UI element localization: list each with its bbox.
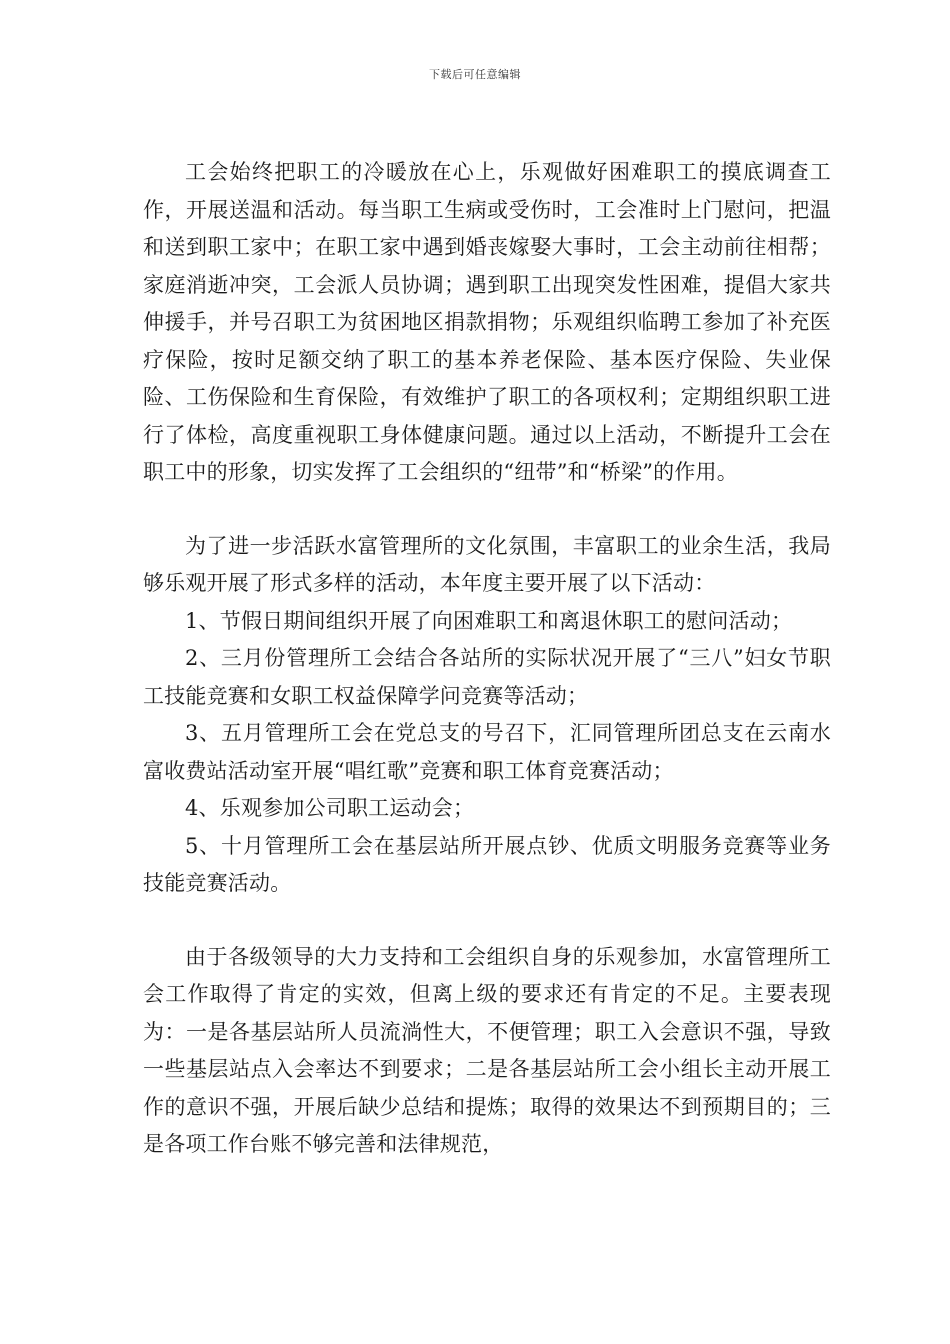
paragraph-spacer bbox=[143, 492, 831, 528]
list-item-activity-5: 5、十月管理所工会在基层站所开展点钞、优质文明服务竞赛等业务技能竞赛活动。 bbox=[143, 833, 831, 895]
list-item-activity-2: 2、三月份管理所工会结合各站所的实际状况开展了“三八”妇女节职工技能竞赛和女职工权益保障学问竞赛等活动； bbox=[143, 646, 831, 708]
paragraph-worker-care: 工会始终把职工的冷暖放在心上，乐观做好困难职工的摸底调查工作，开展送温和活动。每当职工生病或受伤时，工会准时上门慰问，把温和送到职工家中；在职工家中遇到婚丧嫁娶大事时，工会主动前往相帮；家庭消逝冲突，工会派人员协调；遇到职工出现突发性困难，提倡大家共伸援手，并号召职工为贫困地区捐款捐物；乐观组织临聘工参加了补充医疗保险，按时足额交纳了职工的基本养老保险、基本医疗保险、失业保险、工伤保险和生育保险，有效维护了职工的各项权利；定期组织职工进行了体检，高度重视职工身体健康问题。通过以上活动，不断提升工会在职工中的形象，切实发挥了工会组织的“纽带”和“桥梁”的作用。 bbox=[143, 160, 831, 484]
document-body bbox=[143, 154, 831, 1164]
paragraph-spacer bbox=[143, 903, 831, 939]
page-header-note: 下载后可任意编辑 bbox=[429, 68, 521, 81]
list-item-activity-3: 3、五月管理所工会在党总支的号召下，汇同管理所团总支在云南水富收费站活动室开展“唱红歌”竞赛和职工体育竞赛活动； bbox=[143, 721, 831, 783]
paragraph-activities-intro: 为了进一步活跃水富管理所的文化氛围，丰富职工的业余生活，我局够乐观开展了形式多样的活动，本年度主要开展了以下活动： bbox=[143, 533, 831, 595]
paragraph-shortcomings: 由于各级领导的大力支持和工会组织自身的乐观参加，水富管理所工会工作取得了肯定的实效，但离上级的要求还有肯定的不足。主要表现为：一是各基层站所人员流淌性大，不便管理；职工入会意识不强，导致一些基层站点入会率达不到要求；二是各基层站所工会小组长主动开展工作的意识不强，开展后缺少总结和提炼；取得的效果达不到预期目的；三是各项工作台账不够完善和法律规范， bbox=[143, 944, 831, 1156]
list-item-activity-1: 1、节假日期间组织开展了向困难职工和离退休职工的慰问活动； bbox=[185, 608, 793, 633]
list-item-activity-4: 4、乐观参加公司职工运动会； bbox=[185, 796, 475, 820]
